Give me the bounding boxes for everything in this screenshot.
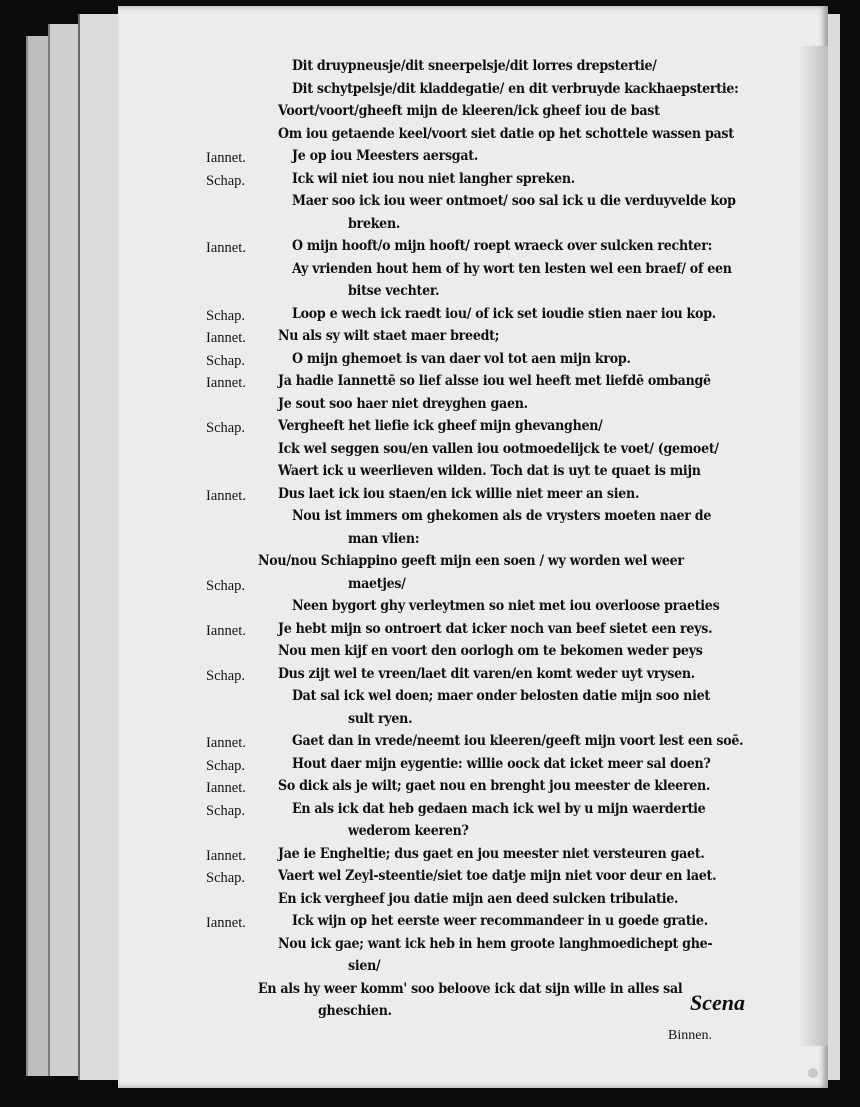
- text-line: [118, 441, 828, 464]
- stage-direction-line: [118, 1026, 828, 1049]
- speaker-name: Iannet.: [206, 487, 246, 504]
- verse-text: O mijn ghemoet is van daer vol tot aen mijn krop.: [292, 350, 631, 367]
- verse-text: Loop e wech ick raedt iou/ of ick set ioudie stien naer iou kop.: [292, 305, 716, 322]
- text-line: [118, 148, 828, 171]
- verse-text: Neen bygort ghy verleytmen so niet met iou overloose praeties: [292, 598, 720, 614]
- verse-text: Nou ist immers om ghekomen als de vrysters moeten naer de: [292, 508, 712, 524]
- page-text: [118, 58, 828, 1048]
- text-line: [118, 643, 828, 666]
- speaker-name: Iannet.: [206, 622, 246, 639]
- verse-text: Voort/voort/gheeft mijn de kleeren/ick gheef iou de bast: [278, 103, 660, 119]
- text-line: [118, 261, 828, 284]
- speaker-name: Iannet.: [206, 847, 246, 864]
- speaker-name: Schap.: [206, 802, 246, 819]
- verse-text: gheschien.: [318, 1003, 392, 1019]
- verse-text: En als ick dat heb gedaen mach ick wel by u mijn waerdertie: [292, 800, 706, 817]
- text-line: [118, 171, 828, 194]
- text-line: [118, 621, 828, 644]
- verse-text: Ay vrienden hout hem of hy wort ten lesten wel een braef/ of een: [292, 260, 732, 277]
- speaker-name: Iannet.: [206, 735, 246, 751]
- text-line: [118, 508, 828, 531]
- verse-text: sult ryen.: [348, 710, 413, 727]
- verse-text: Ja hadie Iannettē so lief alsse iou wel heeft met liefdē ombangē: [278, 373, 711, 389]
- verse-text: Dit schytpelsje/dit kladdegatie/ en dit verbruyde kackhaepstertie:: [292, 80, 739, 97]
- speaker-name: Schap.: [206, 870, 246, 886]
- verse-text: Dus zijt wel te vreen/laet dit varen/en komt weder uyt vrysen.: [278, 665, 695, 682]
- text-line: [118, 193, 828, 216]
- speaker-name: Schap.: [206, 172, 246, 189]
- text-line: [118, 216, 828, 239]
- text-line: [118, 283, 828, 306]
- text-line: [118, 778, 828, 801]
- text-line: [118, 801, 828, 824]
- text-line: [118, 81, 828, 104]
- verse-text: Om iou getaende keel/voort siet datie op het schottele wassen past: [278, 125, 734, 142]
- text-line: [118, 688, 828, 711]
- verse-text: Je op iou Meesters aersgat.: [292, 148, 478, 164]
- text-line: [118, 711, 828, 734]
- stage-direction: Binnen.: [668, 1027, 712, 1043]
- verse-text: maetjes/: [348, 575, 406, 592]
- text-line: [118, 846, 828, 869]
- text-line: [118, 891, 828, 914]
- verse-text: Dat sal ick wel doen; maer onder belosten datie mijn soo niet: [292, 688, 710, 704]
- speaker-name: Schap.: [206, 307, 246, 324]
- text-line: [118, 486, 828, 509]
- text-line: [118, 418, 828, 441]
- verse-text: breken.: [348, 215, 400, 232]
- speaker-name: Iannet.: [206, 375, 246, 391]
- text-line: [118, 396, 828, 419]
- text-line: [118, 756, 828, 779]
- verse-text: Gaet dan in vrede/neemt iou kleeren/geeft mijn voort lest een soē.: [292, 733, 744, 749]
- verse-text: man vlien:: [348, 530, 420, 547]
- speaker-name: Schap.: [206, 577, 246, 594]
- speaker-name: Schap.: [206, 757, 246, 774]
- verse-text: Je hebt mijn so ontroert dat icker noch van beef sietet een reys.: [278, 620, 713, 637]
- text-line: [118, 958, 828, 981]
- text-line: [118, 733, 828, 756]
- verse-text: Vaert wel Zeyl-steentie/siet toe datje mijn niet voor deur en laet.: [278, 868, 717, 884]
- speaker-name: Iannet.: [206, 330, 246, 346]
- verse-text: Ick wel seggen sou/en vallen iou ootmoedelijck te voet/ (gemoet/: [278, 440, 719, 457]
- text-line: [118, 576, 828, 599]
- verse-text: Maer soo ick iou weer ontmoet/ soo sal ick u die verduyvelde kop: [292, 193, 736, 209]
- text-line: [118, 666, 828, 689]
- verse-text: wederom keeren?: [348, 823, 469, 839]
- verse-text: O mijn hooft/o mijn hooft/ roept wraeck over sulcken rechter:: [292, 238, 712, 254]
- text-line: [118, 328, 828, 351]
- text-line: [118, 868, 828, 891]
- text-line: [118, 103, 828, 126]
- speaker-name: Iannet.: [206, 240, 246, 256]
- text-line: [118, 351, 828, 374]
- verse-text: bitse vechter.: [348, 283, 440, 299]
- text-line: [118, 463, 828, 486]
- book-page: [118, 6, 828, 1088]
- verse-text: Nou/nou Schiappino geeft mijn een soen / wy worden wel weer: [258, 553, 684, 569]
- speaker-name: Iannet.: [206, 150, 246, 166]
- speaker-name: Schap.: [206, 667, 246, 684]
- verse-text: Je sout soo haer niet dreyghen gaen.: [278, 395, 528, 412]
- page-blemish: [808, 1068, 818, 1078]
- verse-text: Ick wil niet iou nou niet langher spreken.: [292, 170, 575, 187]
- text-line: [118, 58, 828, 81]
- verse-text: So dick als je wilt; gaet nou en brenght jou meester de kleeren.: [278, 778, 711, 794]
- text-line: [118, 531, 828, 554]
- text-line: [118, 126, 828, 149]
- verse-text: Vergheeft het liefie ick gheef mijn ghevanghen/: [278, 418, 603, 434]
- text-line: [118, 306, 828, 329]
- text-line: [118, 373, 828, 396]
- speaker-name: Iannet.: [206, 780, 246, 796]
- verse-text: Dus laet ick iou staen/en ick willie niet meer an sien.: [278, 485, 640, 502]
- verse-text: Nu als sy wilt staet maer breedt;: [278, 328, 500, 344]
- verse-text: En als hy weer komm' soo beloove ick dat sijn wille in alles sal: [258, 980, 683, 997]
- text-line: [118, 553, 828, 576]
- verse-text: sien/: [348, 958, 381, 974]
- verse-text: Jae ie Engheltie; dus gaet en jou meester niet versteuren gaet.: [278, 845, 705, 862]
- verse-text: Dit druypneusje/dit sneerpelsje/dit lorres drepstertie/: [292, 58, 657, 74]
- verse-text: Hout daer mijn eygentie: willie oock dat icket meer sal doen?: [292, 755, 711, 772]
- catchword: Scena: [690, 990, 745, 1015]
- verse-text: Nou men kijf en voort den oorlogh om te bekomen weder peys: [278, 643, 703, 659]
- speaker-name: Schap.: [206, 352, 246, 369]
- verse-text: Waert ick u weerlieven wilden. Toch dat is uyt te quaet is mijn: [278, 463, 701, 479]
- verse-text: En ick vergheef jou datie mijn aen deed sulcken tribulatie.: [278, 890, 679, 907]
- speaker-name: Iannet.: [206, 915, 246, 931]
- text-line: [118, 238, 828, 261]
- verse-text: Nou ick gae; want ick heb in hem groote langhmoedichept ghe-: [278, 935, 713, 952]
- verse-text: Ick wijn op het eerste weer recommandeer in u goede gratie.: [292, 913, 708, 929]
- text-line: [118, 823, 828, 846]
- text-line: [118, 913, 828, 936]
- text-line: [118, 598, 828, 621]
- text-line: [118, 936, 828, 959]
- speaker-name: Schap.: [206, 420, 246, 436]
